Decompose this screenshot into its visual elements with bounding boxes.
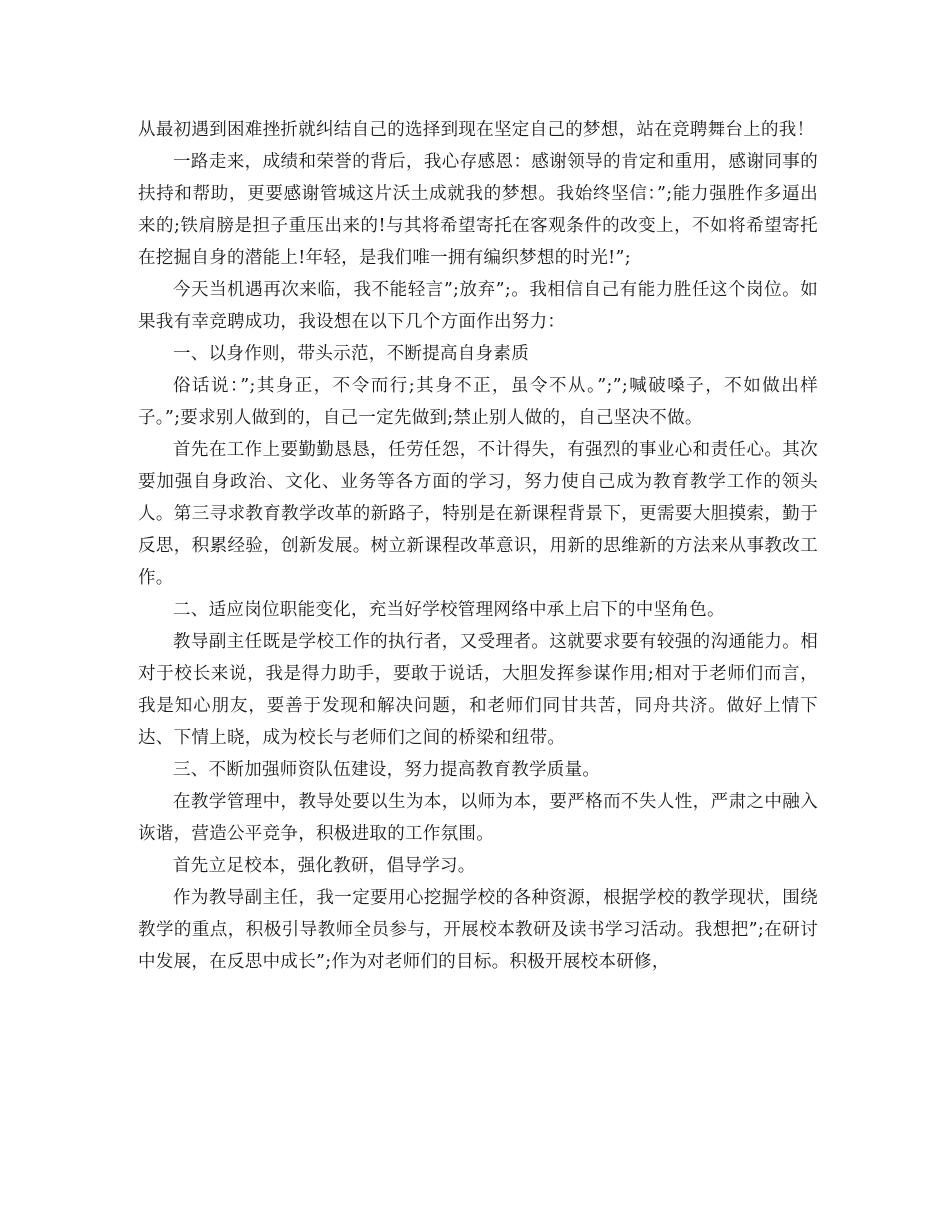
paragraph-1: 从最初遇到困难挫折就纠结自己的选择到现在坚定自己的梦想，站在竞聘舞台上的我！ (138, 120, 815, 140)
paragraph-9: 作为教导副主任，我一定要用心挖掘学校的各种资源，根据学校的教学现状，围绕教学的重点，积极引导教师全员参与，开展校本教研及读书学习活动。我想把”;在研讨中发展，在反思中成长”;作为对老师们的目标。积极开展校本研修， (138, 888, 818, 972)
section-heading-2: 二、适应岗位职能变化，充当好学校管理网络中承上启下的中坚角色。 (173, 600, 725, 620)
paragraph-7: 在教学管理中，教导处要以生为本，以师为本，要严格而不失人性，严肃之中融入诙谐，营造公平竞争，积极进取的工作氛围。 (138, 792, 818, 844)
section-heading-3: 三、不断加强师资队伍建设，努力提高教育教学质量。 (173, 760, 601, 780)
paragraph-6: 教导副主任既是学校工作的执行者，又受理者。这就要求要有较强的沟通能力。相对于校长来说，我是得力助手，要敢于说话，大胆发挥参谋作用;相对于老师们而言，我是知心朋友，要善于发现和解决问题，和老师们同甘共苦，同舟共济。做好上情下达、下情上晓，成为校长与老师们之间的桥梁和纽带。 (138, 632, 818, 748)
document-body (138, 114, 818, 978)
paragraph-2: 一路走来，成绩和荣誉的背后，我心存感恩：感谢领导的肯定和重用，感谢同事的扶持和帮助，更要感谢管城这片沃土成就我的梦想。我始终坚信：”;能力强胜作多逼出来的;铁肩膀是担子重压出来的!与其将希望寄托在客观条件的改变上，不如将希望寄托在挖掘自身的潜能上!年轻，是我们唯一拥有编织梦想的时光!”; (138, 152, 818, 268)
paragraph-5: 首先在工作上要勤勤恳恳，任劳任怨，不计得失，有强烈的事业心和责任心。其次要加强自身政治、文化、业务等各方面的学习，努力使自己成为教育教学工作的领头人。第三寻求教育教学改革的新路子，特别是在新课程背景下，更需要大胆摸索，勤于反思，积累经验，创新发展。树立新课程改革意识，用新的思维新的方法来从事教改工作。 (138, 440, 818, 588)
paragraph-4: 俗话说：”;其身正，不令而行;其身不正，虽令不从。”;”;喊破嗓子，不如做出样子。”;要求别人做到的，自己一定先做到;禁止别人做的，自己坚决不做。 (138, 376, 818, 428)
section-heading-1: 一、以身作则，带头示范，不断提高自身素质 (173, 344, 529, 364)
paragraph-3: 今天当机遇再次来临，我不能轻言”;放弃”;。我相信自己有能力胜任这个岗位。如果我有幸竞聘成功，我设想在以下几个方面作出努力： (138, 280, 818, 332)
paragraph-8: 首先立足校本，强化教研，倡导学习。 (173, 856, 476, 876)
